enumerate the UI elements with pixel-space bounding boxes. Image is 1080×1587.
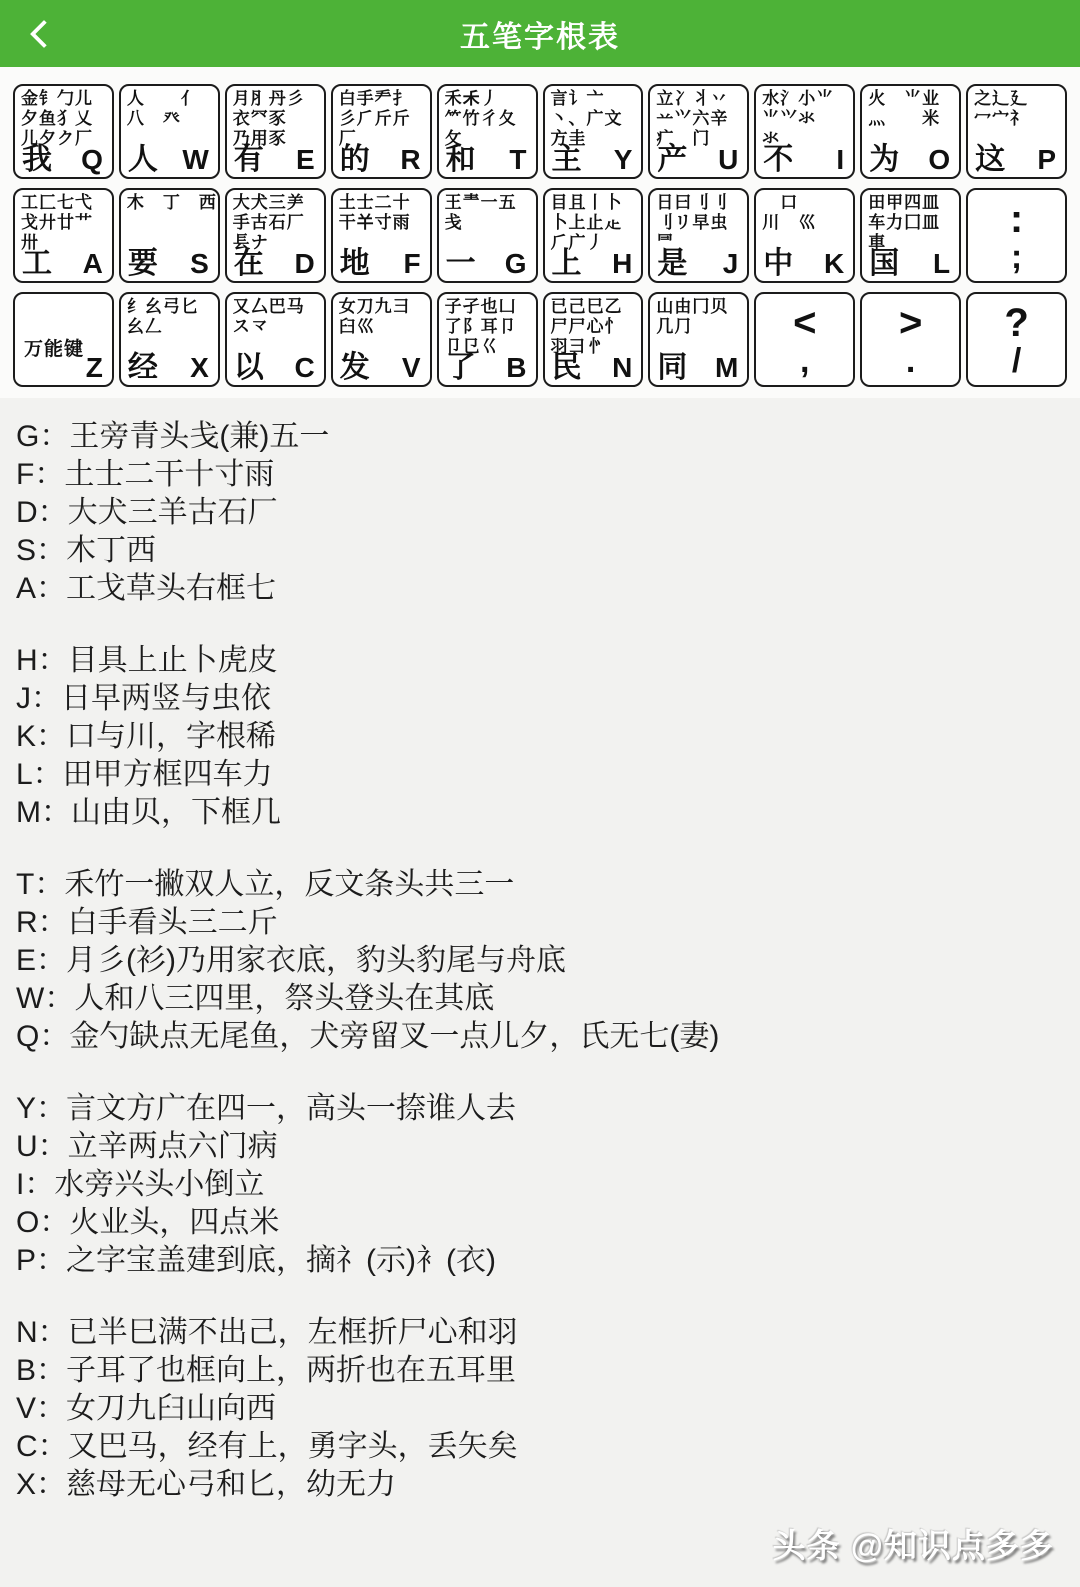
mnemonic-group-2: [16, 642, 1064, 832]
key-root-line: ⺁广丿: [550, 233, 605, 252]
key-A: [13, 188, 114, 283]
key-roots: [21, 193, 108, 253]
key-letter: V: [401, 352, 421, 383]
semicolon-key: [966, 188, 1067, 283]
mnemonic-line-P: P：之字宝盖建到底，摘礻(示)衤(衣): [16, 1244, 496, 1277]
mnemonic-line-T: T：禾竹一撇双人立，反文条头共三一: [16, 868, 515, 901]
key-letter: A: [82, 248, 103, 279]
key-root-line: 口: [762, 193, 799, 212]
key-root-line: 镸ナ: [232, 233, 269, 252]
key-root-line: 方圭: [550, 129, 587, 148]
key-roots: [656, 297, 743, 337]
key-root-line: 田甲四皿: [868, 193, 941, 212]
key-roots: [551, 297, 638, 357]
key-root-line: 女刀九彐: [338, 297, 411, 316]
key-root-line: 干𢆉寸雨: [338, 213, 411, 232]
key-example-char: 和: [445, 143, 476, 176]
mnemonic-line-E: E：月彡(衫)乃用家衣底，豹头豹尾与舟底: [16, 944, 566, 977]
key-example-char: 了: [445, 351, 476, 384]
key-letter: F: [403, 248, 421, 279]
key-N: [543, 292, 644, 387]
key-root-line: 人 亻: [126, 89, 199, 108]
mnemonic-line-D: D：大犬三羊古石厂: [16, 496, 278, 529]
key-example-char: 工: [22, 247, 52, 280]
key-root-line: 戋: [444, 213, 463, 232]
key-root-line: 水氵小⺌: [762, 89, 835, 108]
key-root-line: 卜上止龰: [550, 213, 623, 232]
key-root-line: 冖宀礻: [974, 109, 1029, 128]
key-example-char: 要: [127, 247, 158, 280]
key-roots: [339, 297, 426, 337]
key-bottom: [340, 143, 421, 176]
mnemonic-group-5: [16, 1314, 1064, 1504]
key-roots: [127, 297, 214, 337]
key-roots: [762, 193, 849, 233]
slash-key: [966, 292, 1067, 387]
key-W: [119, 84, 220, 179]
key-root-line: 又厶巴马: [232, 297, 305, 316]
key-example-char: 民: [551, 351, 582, 384]
mnemonic-line-N: N：已半巳满不出己，左框折尸心和羽: [16, 1316, 518, 1349]
key-letter: K: [823, 248, 845, 279]
key-roots: [551, 193, 638, 253]
key-Q: [13, 84, 114, 179]
content: [0, 67, 1080, 1504]
key-letter: U: [718, 144, 739, 175]
key-K: [754, 188, 855, 283]
mnemonic-line-V: V：女刀九臼山向西: [16, 1392, 277, 1425]
key-letter: C: [294, 352, 315, 383]
key-bottom: [128, 247, 209, 280]
mnemonic-line-R: R：白手看头三二斤: [16, 906, 278, 939]
key-bottom: [340, 351, 421, 384]
key-letter: L: [932, 248, 951, 279]
key-example-char: 中: [763, 247, 794, 280]
key-roots: [233, 193, 320, 253]
key-bottom: [763, 247, 844, 280]
key-root-line: 土士二十: [338, 193, 411, 212]
key-H: [543, 188, 644, 283]
key-bottom: [552, 247, 633, 280]
mnemonic-line-Y: Y：言文方广在四一，高头一捺谁人去: [16, 1092, 517, 1125]
key-root-line: 臼巛: [338, 317, 375, 336]
key-letter: Y: [613, 144, 633, 175]
key-root-line: 纟幺弓匕: [126, 297, 199, 316]
key-root-line: 日曰刂刂: [656, 193, 729, 212]
keyboard-row-1: [13, 84, 1067, 179]
key-letter: W: [182, 144, 209, 175]
key-root-line: ⺌⺍氺: [762, 109, 817, 128]
mnemonic-line-B: B：子耳了也框向上，两折也在五耳里: [16, 1354, 517, 1387]
mnemonic-line-M: M：山由贝，下框几: [16, 796, 281, 829]
key-bottom: [763, 143, 844, 176]
key-root-line: 言讠亠: [550, 89, 605, 108]
key-bottom: [657, 247, 738, 280]
key-example-char: 发: [339, 351, 370, 384]
key-symbol-bottom: ;: [1010, 237, 1023, 276]
key-root-line: 手古石厂: [232, 213, 305, 232]
period-key: [860, 292, 961, 387]
key-letter: Q: [81, 144, 103, 175]
key-root-line: 疒 门: [656, 129, 711, 148]
key-example-char: 以: [233, 351, 264, 384]
mnemonic-line-W: W：人和八三四里，祭头登头在其底: [16, 982, 495, 1015]
key-roots: [339, 89, 426, 149]
key-O: [860, 84, 961, 179]
key-example-char: 这: [975, 143, 1006, 176]
key-bottom: [446, 143, 527, 176]
key-root-line: 了阝耳卩: [444, 317, 517, 336]
key-example-char: 主: [551, 143, 582, 176]
key-letter: G: [504, 248, 527, 279]
keyboard-image[interactable]: [0, 67, 1080, 398]
key-roots: [868, 193, 955, 253]
key-root-line: 刂リ早虫: [656, 213, 729, 232]
key-example-char: 一: [445, 247, 476, 280]
mnemonic-line-C: C：又巴马，经有上，勇字头，丢矢矣: [16, 1430, 518, 1463]
key-bottom: [446, 247, 527, 280]
key-example-char: 在: [233, 247, 264, 280]
wildcard-key: [13, 292, 114, 387]
key-root-line: 䒑⺍六辛: [656, 109, 729, 128]
key-root-line: 羽⺕㣺: [550, 337, 605, 356]
key-root-line: 立冫丬丷: [656, 89, 729, 108]
mnemonic-line-J: J：日早两竖与虫依: [16, 682, 271, 715]
key-roots: [21, 89, 108, 149]
key-example-char: 为: [869, 143, 900, 176]
mnemonic-line-U: U：立辛两点六门病: [16, 1130, 278, 1163]
key-letter: P: [1037, 144, 1056, 175]
key-root-line: 月⺼丹彡: [232, 89, 305, 108]
key-letter: O: [928, 144, 951, 175]
key-symbol-top: >: [898, 300, 923, 345]
key-C: [225, 292, 326, 387]
key-symbol-top: ?: [1004, 300, 1029, 345]
key-R: [331, 84, 432, 179]
key-roots: [656, 193, 743, 253]
key-letter: D: [294, 248, 315, 279]
key-root-line: 几⺆: [656, 317, 693, 336]
key-F: [331, 188, 432, 283]
key-letter: H: [612, 248, 633, 279]
key-root-line: 灬 米: [868, 109, 941, 128]
key-roots: [126, 193, 217, 213]
key-roots: [868, 89, 955, 129]
key-root-line: 禾𥝌丿: [444, 89, 499, 108]
key-root-line: 攵: [444, 129, 463, 148]
comma-key: [754, 292, 855, 387]
key-letter: S: [190, 248, 209, 279]
key-root-line: 車: [868, 233, 887, 252]
key-root-line: 已己巳乙: [550, 297, 623, 316]
key-bottom: [128, 351, 209, 384]
key-bottom: [128, 143, 209, 176]
key-example-char: 不: [763, 143, 794, 176]
app-header: [0, 0, 1080, 67]
mnemonic-group-3: [16, 866, 1064, 1056]
key-symbol-top: <: [793, 300, 817, 345]
keyboard-row-3: [13, 292, 1067, 387]
key-root-line: ス龴: [232, 317, 269, 336]
key-bottom: [657, 143, 738, 176]
key-root-line: 厂: [338, 129, 357, 148]
key-B: [437, 292, 538, 387]
key-bottom: [22, 351, 103, 384]
key-symbol-top: :: [1009, 196, 1024, 241]
mnemonic-line-O: O：火业头，四点米: [16, 1206, 280, 1239]
key-M: [648, 292, 749, 387]
mnemonic-line-K: K：口与川，字根稀: [16, 720, 277, 753]
key-S: [119, 188, 220, 283]
key-root-line: 山由冂贝: [656, 297, 729, 316]
key-example-char: 人: [127, 143, 158, 176]
key-bottom: [446, 351, 527, 384]
key-root-line: 白手龵扌: [338, 89, 411, 108]
key-bottom: [552, 143, 633, 176]
mnemonic-line-S: S：木丁西: [16, 534, 157, 567]
key-bottom: [22, 247, 103, 280]
key-V: [331, 292, 432, 387]
key-example-char: 同: [657, 351, 688, 384]
key-root-line: 火 ⺌业: [868, 89, 941, 108]
key-roots: [974, 89, 1061, 129]
key-letter: X: [190, 352, 209, 383]
key-letter: J: [722, 248, 739, 279]
key-L: [860, 188, 961, 283]
key-root-line: 八 癶: [126, 109, 181, 128]
key-root-line: 目且丨卜: [550, 193, 623, 212]
mnemonic-list: [0, 398, 1080, 1504]
key-symbol-bottom: /: [1011, 341, 1022, 380]
key-roots: [339, 193, 426, 233]
page-title: 五笔字根表: [460, 20, 620, 54]
key-bottom: [234, 143, 315, 176]
key-root-line: 子孑也凵: [444, 297, 517, 316]
key-bottom: [552, 351, 633, 384]
key-roots: [656, 89, 743, 149]
key-example-char: 上: [551, 247, 582, 280]
key-Y: [543, 84, 644, 179]
key-root-line: 氺: [762, 129, 781, 148]
key-T: [437, 84, 538, 179]
key-bottom: [234, 247, 315, 280]
key-example-char: 是: [657, 247, 688, 280]
key-root-line: 乃用豕: [232, 129, 287, 148]
watermark: 头条 @知识点多多: [772, 1527, 1054, 1564]
mnemonic-group-1: [16, 418, 1064, 608]
key-label: 万能键: [24, 339, 85, 360]
mnemonic-line-Q: Q：金勺缺点无尾鱼，犬旁留叉一点儿夕，氏无七(妻): [16, 1020, 720, 1053]
key-letter: N: [612, 352, 633, 383]
key-bottom: [975, 143, 1056, 176]
key-letter: B: [506, 352, 527, 383]
key-roots: [445, 193, 532, 233]
key-bottom: [657, 351, 738, 384]
key-root-line: 之辶廴: [974, 89, 1029, 108]
key-root-line: 木 丁 西: [126, 193, 217, 212]
key-letter: T: [509, 144, 527, 175]
key-example-char: 经: [127, 351, 158, 384]
key-example-char: 地: [339, 247, 370, 280]
mnemonic-line-F: F：土士二干十寸雨: [16, 458, 275, 491]
key-root-line: 卩㔾巜: [444, 337, 499, 356]
key-root-line: 幺𠃋: [126, 317, 163, 336]
key-example-char: 国: [869, 247, 900, 280]
key-root-line: 车力囗皿: [868, 213, 941, 232]
mnemonic-line-X: X：慈母无心弓和匕，幼无力: [16, 1468, 397, 1501]
key-D: [225, 188, 326, 283]
keyboard-row-2: [13, 188, 1067, 283]
key-example-char: 有: [233, 143, 264, 176]
mnemonic-line-H: H：目具上止卜虎皮: [16, 644, 278, 677]
key-root-line: 戈廾廿艹: [21, 213, 93, 232]
mnemonic-group-4: [16, 1090, 1064, 1280]
key-example-char: 的: [339, 143, 370, 176]
key-roots: [127, 89, 214, 129]
key-example-char: 产: [657, 143, 688, 176]
key-root-line: 金钅勹儿: [21, 89, 93, 108]
key-root-line: 丶、广文: [550, 109, 623, 128]
key-J: [648, 188, 749, 283]
key-letter: I: [836, 144, 845, 175]
key-bottom: [869, 247, 950, 280]
key-E: [225, 84, 326, 179]
key-root-line: 彡⺁斤斤: [338, 109, 411, 128]
key-roots: [233, 89, 320, 149]
key-letter: E: [296, 144, 315, 175]
key-roots: [233, 297, 320, 337]
key-root-line: ⺮竹彳夂: [444, 109, 517, 128]
key-P: [966, 84, 1067, 179]
back-button[interactable]: [26, 16, 62, 52]
key-letter: Z: [85, 352, 103, 383]
key-X: [119, 292, 220, 387]
mnemonic-line-A: A：工戈草头右框七: [16, 572, 277, 605]
key-bottom: [869, 143, 950, 176]
key-example-char: 我: [22, 143, 52, 176]
key-bottom: [234, 351, 315, 384]
chevron-left-icon: [30, 19, 58, 47]
key-root-line: 大犬三⺶: [232, 193, 305, 212]
key-root-line: 王龶一五: [444, 193, 517, 212]
mnemonic-line-G: G：王旁青头戋(兼)五一: [16, 420, 330, 453]
key-root-line: 川 巛: [762, 213, 817, 232]
key-roots: [445, 89, 532, 149]
key-letter: M: [714, 352, 739, 383]
key-root-line: 尸尸心忄: [550, 317, 623, 336]
key-I: [754, 84, 855, 179]
key-bottom: [22, 143, 103, 176]
key-symbol-bottom: ,: [800, 341, 810, 380]
key-roots: [551, 89, 638, 149]
key-U: [648, 84, 749, 179]
mnemonic-line-I: I：水旁兴头小倒立: [16, 1168, 265, 1201]
key-root-line: 卅: [21, 233, 39, 252]
key-symbol-bottom: .: [905, 341, 916, 380]
key-root-line: ⺜: [656, 233, 675, 252]
key-bottom: [340, 247, 421, 280]
key-root-line: 儿夕ク厂: [21, 129, 93, 148]
key-G: [437, 188, 538, 283]
key-root-line: 夕鱼犭乂: [21, 109, 93, 128]
key-roots: [445, 297, 532, 357]
mnemonic-line-L: L：田甲方框四车力: [16, 758, 273, 791]
key-root-line: 工匚七弋: [21, 193, 93, 212]
key-letter: R: [400, 144, 421, 175]
key-root-line: 衣⺳豕: [232, 109, 287, 128]
key-roots: [762, 89, 849, 149]
